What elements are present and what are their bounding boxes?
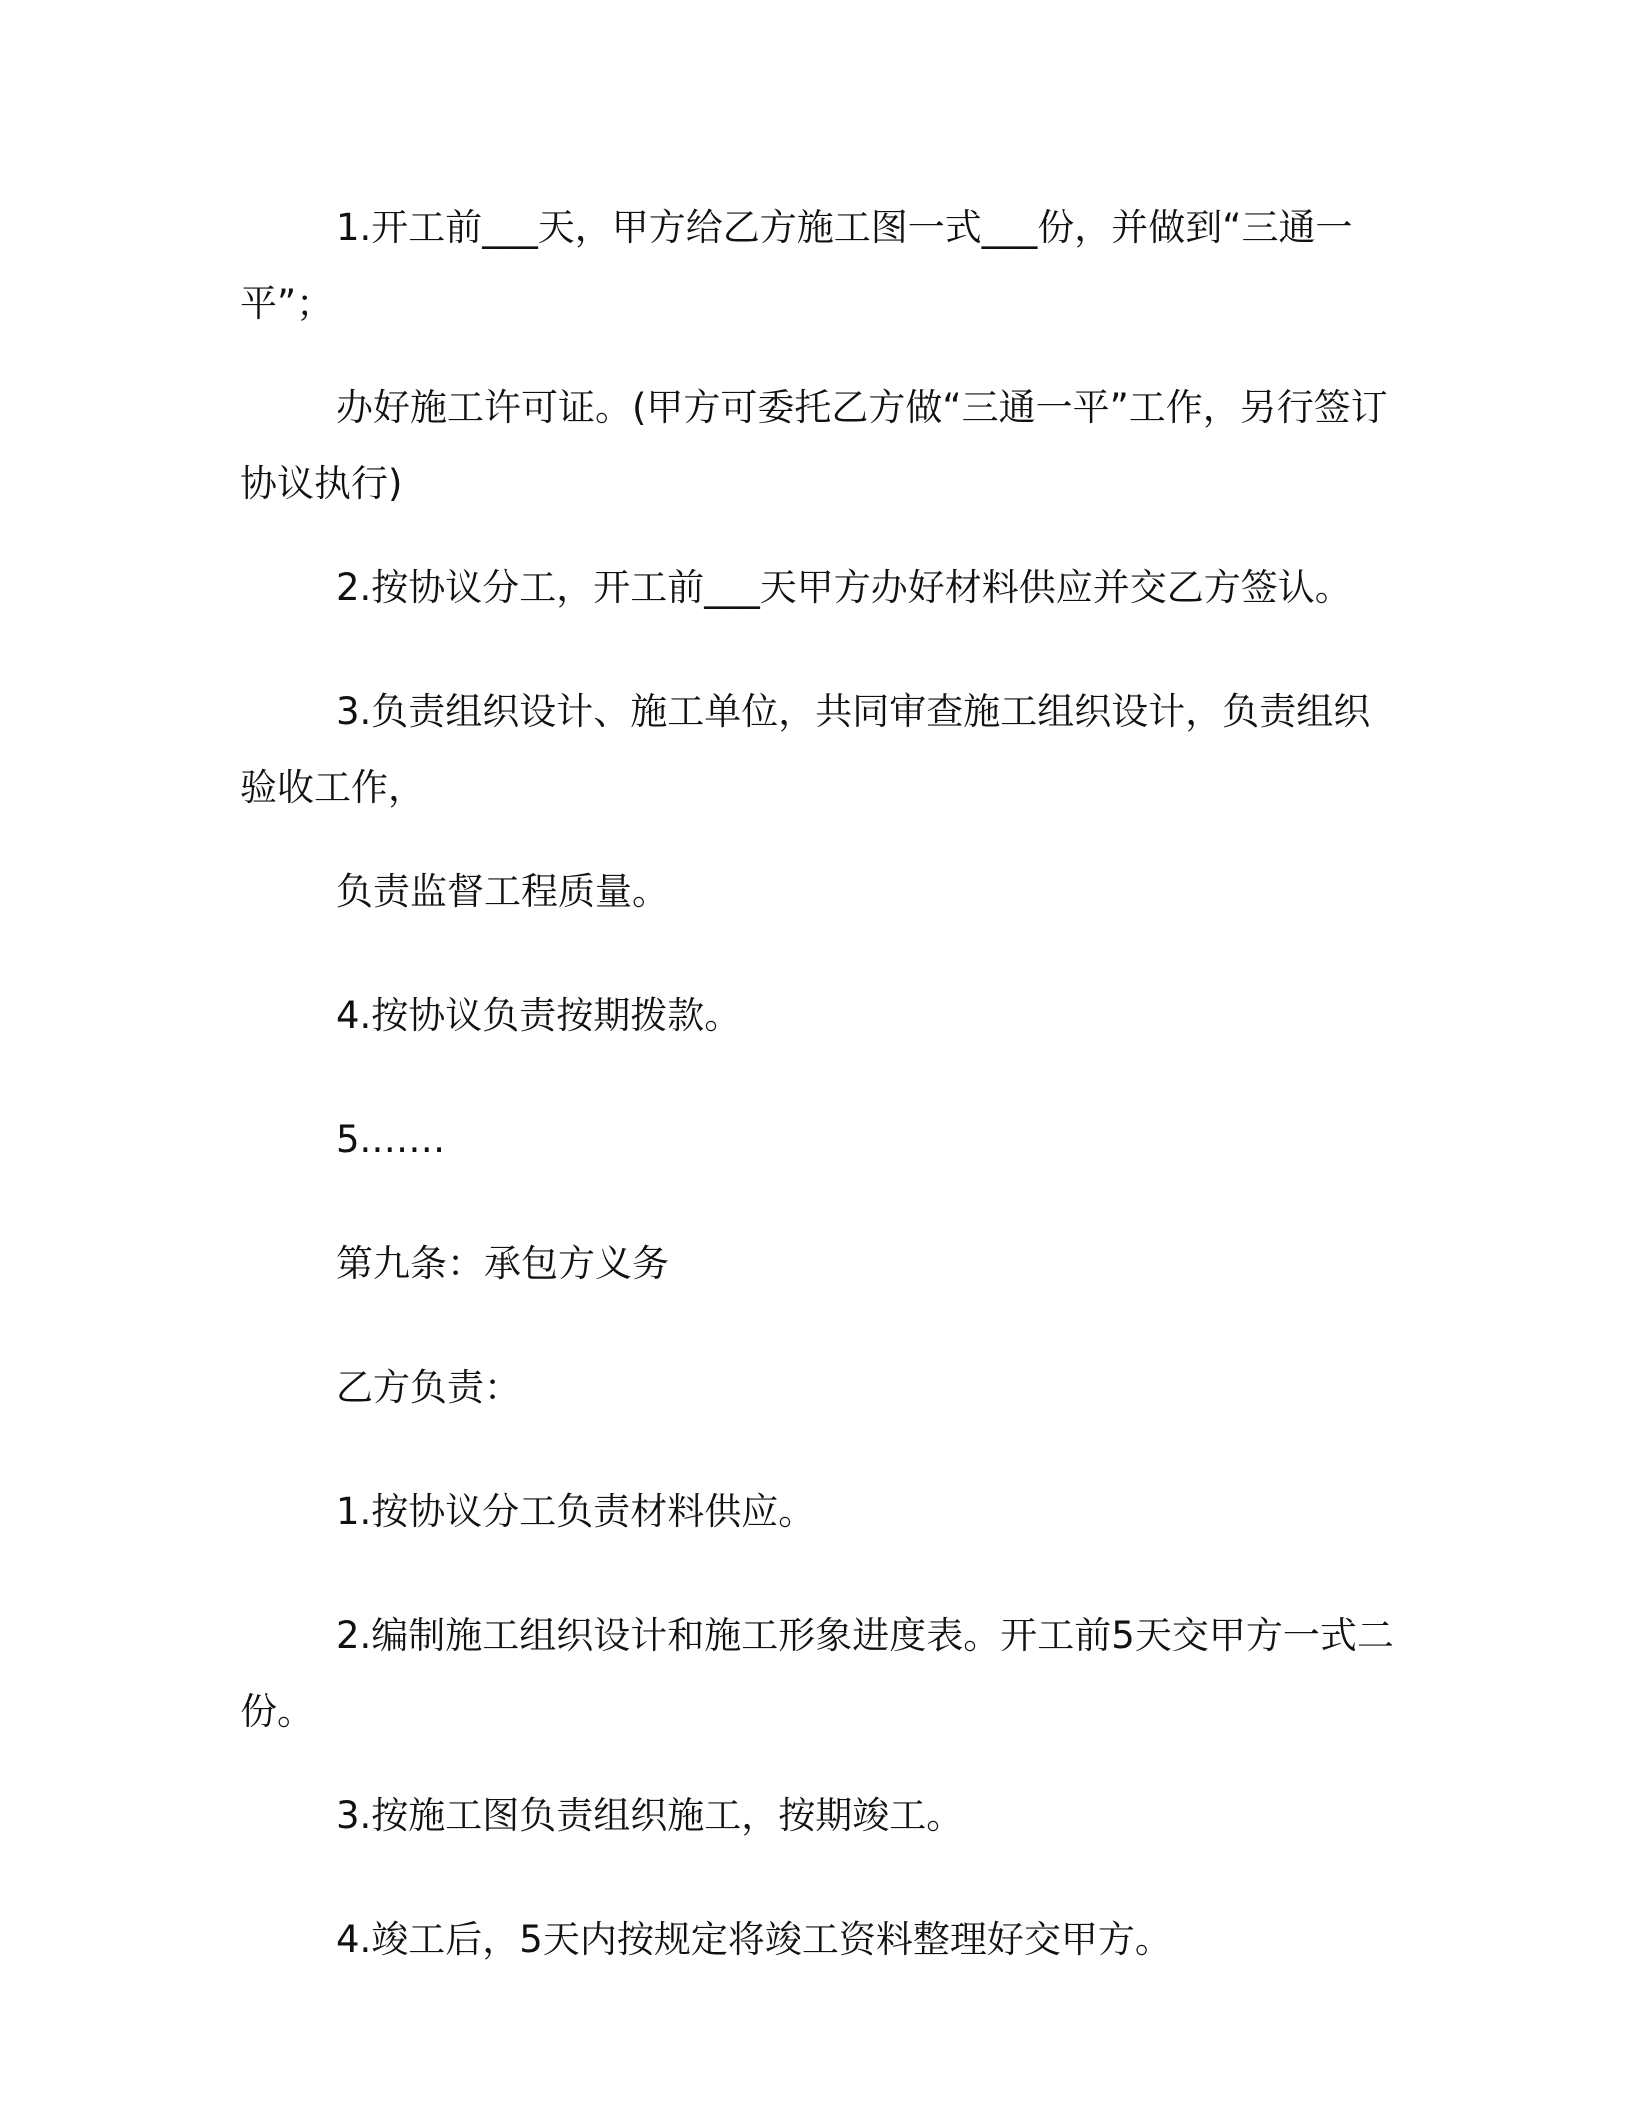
paragraph-obligation-2: 2.按协议分工，开工前___天甲方办好材料供应并交乙方签认。 — [336, 566, 1352, 609]
paragraph-obligation-3: 3.负责组织设计、施工单位，共同审查施工组织设计，负责组织验收工作， — [240, 690, 1371, 809]
paragraph-quality-supervision: 负责监督工程质量。 — [336, 870, 669, 913]
paragraph-party-b-intro: 乙方负责： — [336, 1366, 521, 1409]
paragraph-permit: 办好施工许可证。(甲方可委托乙方做“三通一平”工作，另行签订协议执行) — [240, 386, 1388, 505]
paragraph-party-b-2: 2.编制施工组织设计和施工形象进度表。开工前5天交甲方一式二份。 — [240, 1614, 1394, 1733]
paragraph-party-b-3: 3.按施工图负责组织施工，按期竣工。 — [336, 1794, 964, 1837]
paragraph-party-b-4: 4.竣工后，5天内按规定将竣工资料整理好交甲方。 — [336, 1918, 1172, 1961]
paragraph-obligation-4: 4.按协议负责按期拨款。 — [336, 994, 742, 1037]
section-heading-article-9: 第九条：承包方义务 — [336, 1242, 669, 1285]
paragraph-party-b-1: 1.按协议分工负责材料供应。 — [336, 1490, 816, 1533]
document-body — [240, 190, 1400, 2026]
paragraph-obligation-1: 1.开工前___天，甲方给乙方施工图一式___份，并做到“三通一平”； — [240, 206, 1353, 325]
paragraph-obligation-5: 5.…… — [336, 1118, 446, 1161]
